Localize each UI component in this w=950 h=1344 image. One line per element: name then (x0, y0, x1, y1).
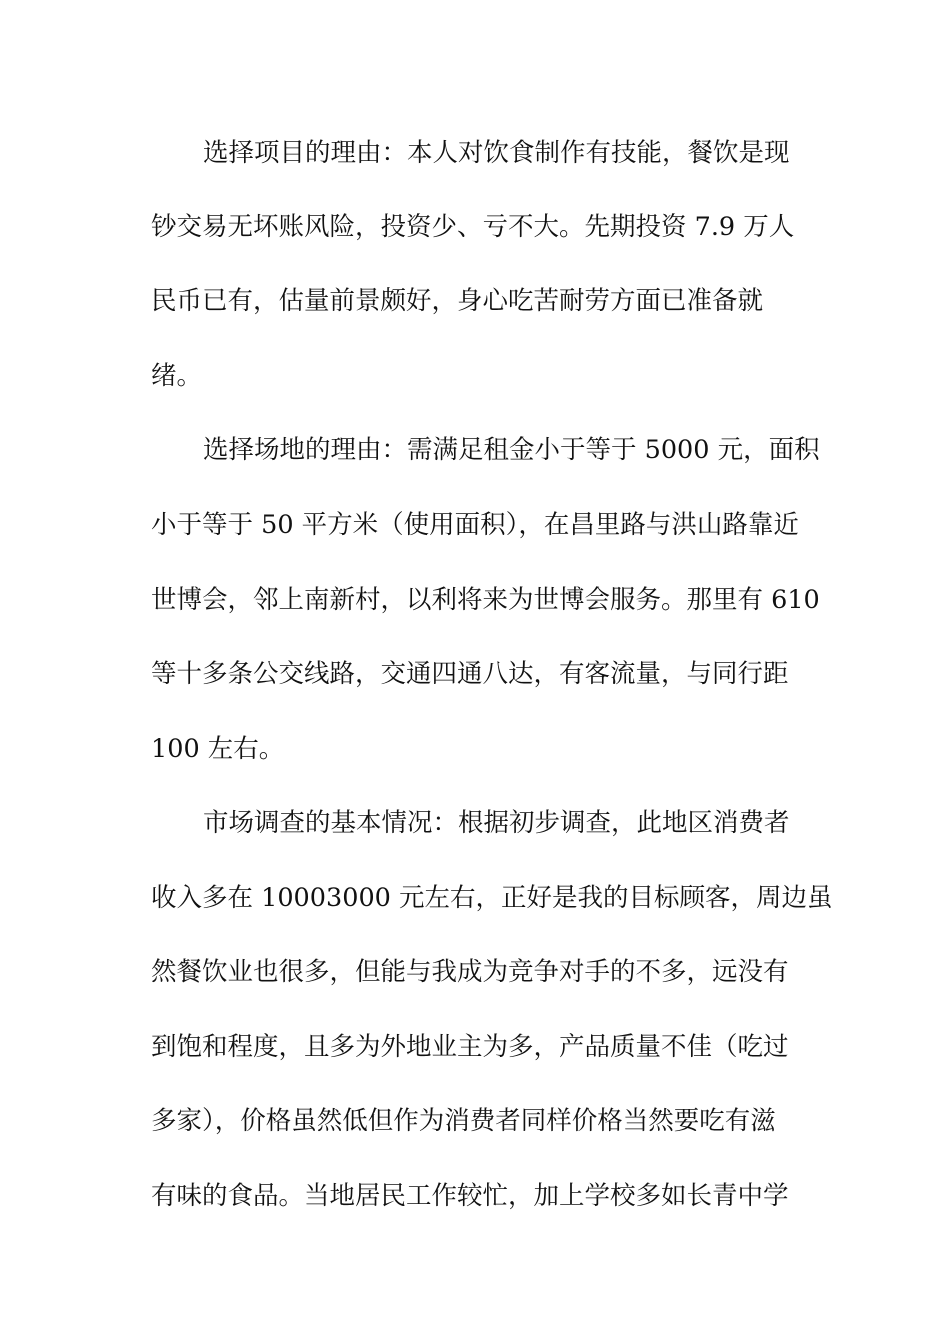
paragraph-1-line-3: 民币已有，估量前景颇好，身心吃苦耐劳方面已准备就 (151, 286, 764, 316)
paragraph-3-line-2: 收入多在 10003000 元左右，正好是我的目标顾客，周边虽 (151, 883, 833, 913)
paragraph-2-line-4: 等十多条公交线路，交通四通八达，有客流量，与同行距 (151, 659, 789, 689)
paragraph-3-line-5: 多家），价格虽然低但作为消费者同样价格当然要吃有滋 (151, 1106, 776, 1136)
paragraph-1-line-1: 选择项目的理由：本人对饮食制作有技能，餐饮是现 (203, 138, 790, 168)
paragraph-3-line-1: 市场调查的基本情况：根据初步调查，此地区消费者 (203, 808, 790, 838)
paragraph-2-line-3: 世博会，邻上南新村，以利将来为世博会服务。那里有 610 (151, 585, 820, 615)
paragraph-2-line-1: 选择场地的理由：需满足租金小于等于 5000 元，面积 (203, 435, 820, 465)
paragraph-2-line-2: 小于等于 50 平方米（使用面积），在昌里路与洪山路靠近 (151, 510, 799, 540)
paragraph-3-line-4: 到饱和程度，且多为外地业主为多，产品质量不佳（吃过 (151, 1032, 789, 1062)
paragraph-3-line-6: 有味的食品。当地居民工作较忙，加上学校多如长青中学 (151, 1181, 789, 1211)
paragraph-1-line-4: 绪。 (151, 361, 203, 391)
paragraph-3-line-3: 然餐饮业也很多，但能与我成为竞争对手的不多，远没有 (151, 957, 789, 987)
paragraph-2-line-5: 100 左右。 (151, 734, 285, 764)
paragraph-1-line-2: 钞交易无坏账风险，投资少、亏不大。先期投资 7.9 万人 (151, 212, 795, 242)
